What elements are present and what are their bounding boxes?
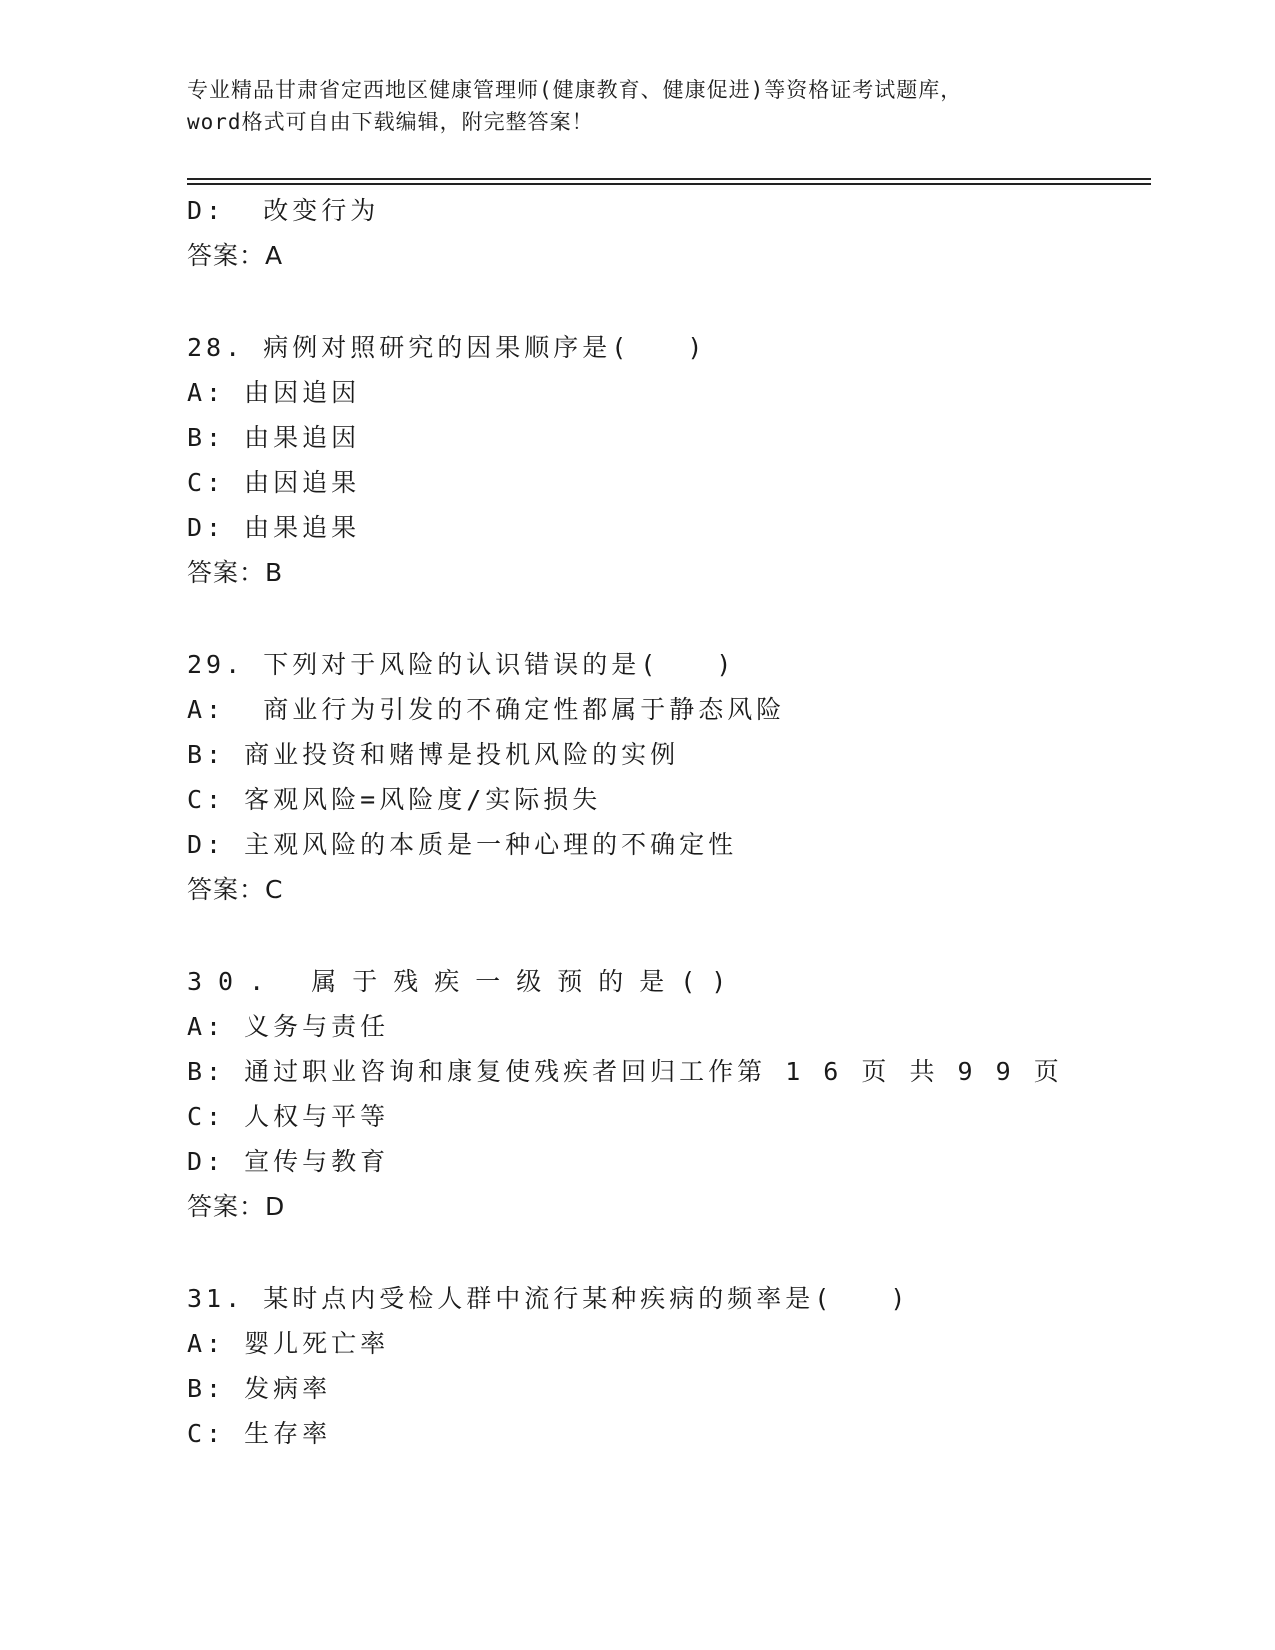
header-divider-bottom <box>187 183 1151 185</box>
answer: 答案：A <box>187 241 284 270</box>
option-d: D: 宣传与教育 <box>187 1147 390 1176</box>
option-a: A: 由因追因 <box>187 378 361 407</box>
option-a: A: 商业行为引发的不确定性都属于静态风险 <box>187 695 786 724</box>
option-b: B: 商业投资和赌博是投机风险的实例 <box>187 740 680 769</box>
option-d: D: 由果追果 <box>187 513 361 542</box>
header-divider-top <box>187 178 1151 180</box>
question-30 <box>187 959 1147 1229</box>
question-text: 29. 下列对于风险的认识错误的是( ) <box>187 650 736 679</box>
option-a: A: 义务与责任 <box>187 1012 390 1041</box>
option-b: B: 由果追因 <box>187 423 361 452</box>
option-c: C: 生存率 <box>187 1419 332 1448</box>
option-a: A: 婴儿死亡率 <box>187 1329 390 1358</box>
option-c: C: 人权与平等 <box>187 1102 390 1131</box>
answer: 答案：B <box>187 558 284 587</box>
question-27-tail <box>187 188 1147 278</box>
header-line-1: 专业精品甘肃省定西地区健康管理师(健康教育、健康促进)等资格证考试题库， <box>187 78 963 102</box>
option-c: C: 客观风险=风险度/实际损失 <box>187 785 602 814</box>
option-d: D: 主观风险的本质是一种心理的不确定性 <box>187 830 738 859</box>
question-29 <box>187 642 1147 912</box>
header-line-2: word格式可自由下载编辑，附完整答案！ <box>187 110 594 134</box>
option-b: B: 发病率 <box>187 1374 332 1403</box>
answer: 答案：C <box>187 875 284 904</box>
question-list <box>187 188 1147 1456</box>
question-text: 30. 属于残疾一级预的是() <box>187 967 743 996</box>
answer: 答案：D <box>187 1192 286 1221</box>
question-31 <box>187 1276 1147 1456</box>
document-header <box>187 74 1087 138</box>
question-text: 31. 某时点内受检人群中流行某种疾病的频率是( ) <box>187 1284 910 1313</box>
option-b: B: 通过职业咨询和康复使残疾者回归工作第 1 6 页 共 9 9 页 <box>187 1057 1063 1086</box>
question-28 <box>187 325 1147 595</box>
option-d: D: 改变行为 <box>187 196 380 225</box>
option-c: C: 由因追果 <box>187 468 361 497</box>
question-text: 28. 病例对照研究的因果顺序是( ) <box>187 333 707 362</box>
